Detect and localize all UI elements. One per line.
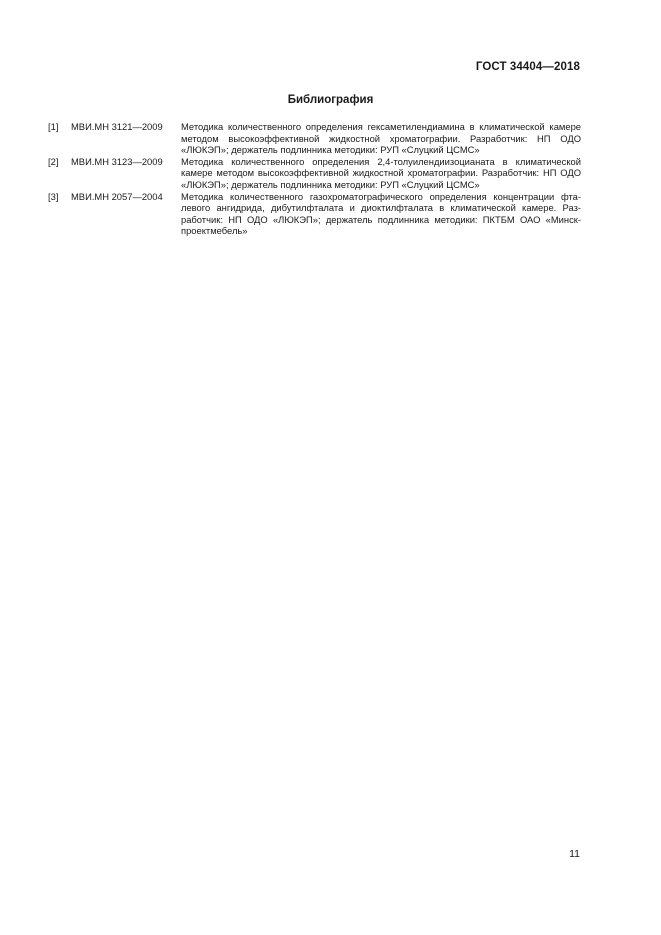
bibliography-entry bbox=[48, 156, 581, 191]
entry-number: [3] bbox=[48, 190, 59, 202]
entry-description: Методика количественного газохроматографического определения концентрации фталевого ангидрида, дибутилфталата и диоктилфталата в климатической камере. Разработчик: НП ОДО «ЛЮКЭП»; держатель подлинника методики: ПКТБМ ОАО «Минскпроектмебель» bbox=[181, 190, 581, 237]
bibliography-title: Библиография bbox=[287, 94, 374, 106]
entry-description: Методика количественного определения 2,4-толуилендиизоцианата в климатической камере методом высокоэффективной жидкостной хроматографии. Разработчик: НП ОДО «ЛЮКЭП»; держатель подлинника методики: РУП «Слуцкий ЦСМС» bbox=[181, 155, 581, 190]
entry-number: [2] bbox=[48, 155, 59, 167]
bibliography-entry bbox=[48, 191, 581, 237]
bibliography-list bbox=[48, 121, 581, 237]
bibliography-entry bbox=[48, 121, 581, 156]
document-code-header: ГОСТ 34404—2018 bbox=[475, 61, 580, 73]
entry-description: Методика количественного определения гексаметилендиамина в климатической камере методом высокоэффективной жидкостной хроматографии. Разработчик: НП ОДО «ЛЮКЭП»; держатель подлинника методики: РУП «Слуцкий ЦСМС» bbox=[181, 121, 581, 156]
entry-code: МВИ.МН 3123—2009 bbox=[71, 155, 163, 167]
entry-number: [1] bbox=[48, 121, 59, 132]
entry-code: МВИ.МН 2057—2004 bbox=[71, 190, 163, 202]
entry-code: МВИ.МН 3121—2009 bbox=[71, 121, 163, 132]
page-number: 11 bbox=[569, 848, 580, 860]
